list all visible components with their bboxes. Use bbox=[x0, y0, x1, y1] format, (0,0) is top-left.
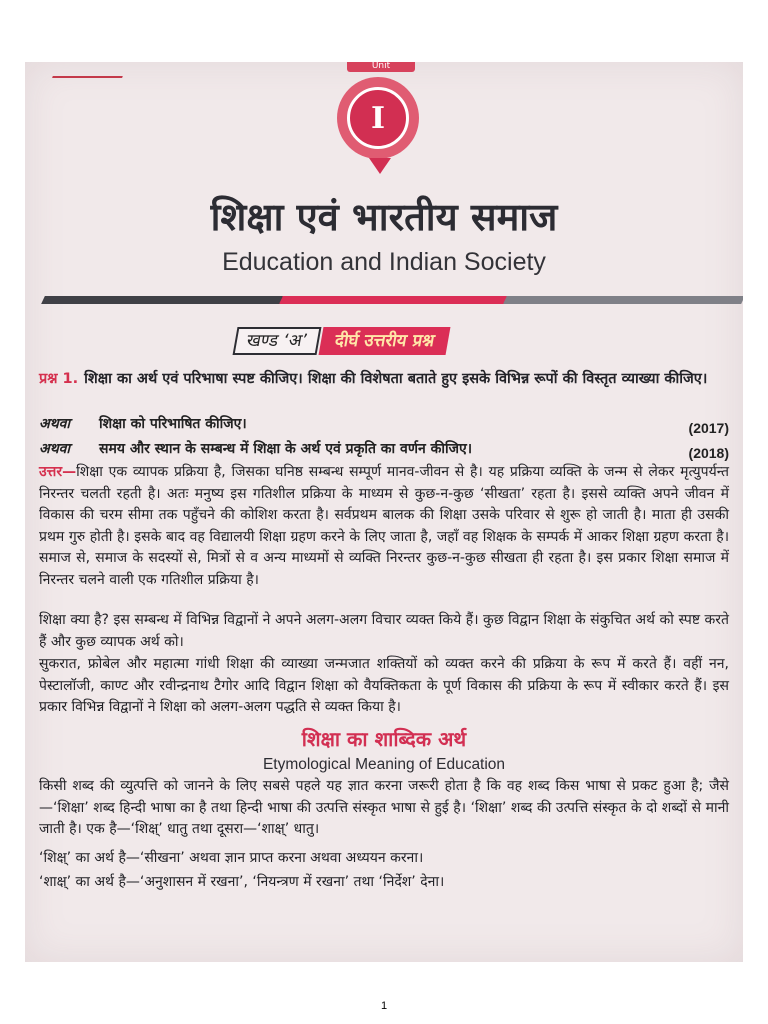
alternative-question bbox=[39, 414, 729, 436]
answer-paragraph: सुकरात, फ्रोबेल और महात्मा गांधी शिक्षा की व्याख्या जन्मजात शक्तियों को व्यक्त करने की प्रक्रिया के रूप में करते हैं। वहीं नन, पेस्टालॉजी, काण्ट और रवीन्द्रनाथ टैगोर आदि विद्वान शिक्षा को वैयक्तिकता के पूर्ण विकास की प्रक्रिया के रूप में स्वीकार करते हैं। इस प्रकार विभिन्न विद्वानों ने शिक्षा को अलग-अलग पद्धति से व्यक्त किया है। bbox=[39, 656, 729, 715]
etymology-line: ‘शाक्ष्’ का अर्थ है—‘अनुशासन में रखना’, ‘नियन्त्रण में रखना’ तथा ‘निर्देश’ देना। bbox=[39, 874, 445, 890]
answer-text: शिक्षा एक व्यापक प्रक्रिया है, जिसका घनिष्ठ सम्बन्ध सम्पूर्ण मानव-जीवन से है। यह प्रक्रिया व्यक्ति के जन्म से लेकर मृत्युपर्यन्त निरन्तर चलती रहती है। अतः मनुष्य इस गतिशील प्रक्रिया के माध्यम से कुछ-न-कुछ ‘सीखता’ रहता है। इससे व्यक्ति अपने जीवन में विकास की चरम सीमा तक पहुँचने की कोशिश करता है। सर्वप्रथम बालक की शिक्षा उसके परिवार से शुरू हो जाती है। माता ही उसकी प्रथम गुरु होती है। इसके बाद वह विद्यालयी शिक्षा ग्रहण करने के लिए जाता है, जहाँ वह शिक्षक के सम्पर्क में आकर शिक्षा ग्रहण करता है। समाज से, समाज के सदस्यों से, मित्रों से व अन्य माध्यमों से व्यक्ति निरन्तर कुछ-न-कुछ सीखता ही रहता है। इस प्रकार शिक्षा समाज में निरन्तर चलने वाली एक गतिशील प्रक्रिया है। bbox=[39, 464, 729, 588]
unit-badge bbox=[337, 77, 419, 159]
section-title: दीर्घ उत्तरीय प्रश्न bbox=[319, 327, 451, 355]
unit-number: I bbox=[347, 87, 409, 149]
alternative-text: समय और स्थान के सम्बन्ध में शिक्षा के अर्थ एवं प्रकृति का वर्णन कीजिए। bbox=[99, 441, 473, 457]
chapter-title-english: Education and Indian Society bbox=[222, 248, 546, 276]
section-banner bbox=[235, 327, 449, 355]
etymology-paragraph: किसी शब्द की व्युत्पत्ति को जानने के लिए सबसे पहले यह ज्ञात करना जरूरी होता है कि वह शब्द किस भाषा से प्रकट हुआ है; जैसे—‘शिक्षा’ शब्द हिन्दी भाषा का है तथा हिन्दी भाषा की उत्पत्ति संस्कृत भाषा से हुई है। ‘शिक्षा’ शब्द की उत्पत्ति संस्कृत के दो शब्दों से मानी जाती है। एक है—‘शिक्ष्’ धातु तथा दूसरा—‘शाक्ष्’ धातु। bbox=[39, 778, 729, 837]
etymology-heading-english: Etymological Meaning of Education bbox=[262, 756, 506, 773]
title-divider bbox=[41, 296, 743, 304]
etymology-line: ‘शिक्ष्’ का अर्थ है—‘सीखना’ अथवा ज्ञान प्राप्त करना अथवा अध्ययन करना। bbox=[39, 850, 424, 866]
answer-paragraph bbox=[39, 462, 729, 591]
answer-paragraph: शिक्षा क्या है? इस सम्बन्ध में विभिन्न विद्वानों ने अपने अलग-अलग विचार व्यक्त किये हैं। कुछ विद्वान शिक्षा के संकुचित अर्थ को स्पष्ट करते हैं और कुछ व्यापक अर्थ को। bbox=[39, 612, 730, 650]
alternative-text: शिक्षा को परिभाषित कीजिए। bbox=[99, 416, 247, 432]
question-text: शिक्षा का अर्थ एवं परिभाषा स्पष्ट कीजिए। शिक्षा की विशेषता बताते हुए इसके विभिन्न रूपों की विस्तृत व्याख्या कीजिए। bbox=[84, 371, 708, 387]
answer-label: उत्तर— bbox=[39, 464, 77, 480]
unit-pointer-icon bbox=[369, 158, 391, 174]
alternative-year: (2018) bbox=[688, 445, 729, 461]
alternative-label: अथवा bbox=[39, 416, 71, 432]
page-number: 1 bbox=[380, 1000, 388, 1012]
pen-mark bbox=[52, 62, 128, 78]
alternative-label: अथवा bbox=[39, 441, 71, 457]
chapter-title-hindi: शिक्षा एवं भारतीय समाज bbox=[210, 195, 558, 239]
unit-tab: Unit bbox=[347, 62, 415, 72]
alternative-year: (2017) bbox=[688, 420, 729, 436]
alternative-question bbox=[39, 439, 729, 461]
question-1 bbox=[39, 368, 729, 390]
question-number: प्रश्न 1. bbox=[39, 371, 79, 387]
section-label: खण्ड ‘अ’ bbox=[233, 327, 322, 355]
etymology-heading-hindi: शिक्षा का शाब्दिक अर्थ bbox=[301, 727, 467, 751]
page-photo bbox=[25, 62, 743, 962]
